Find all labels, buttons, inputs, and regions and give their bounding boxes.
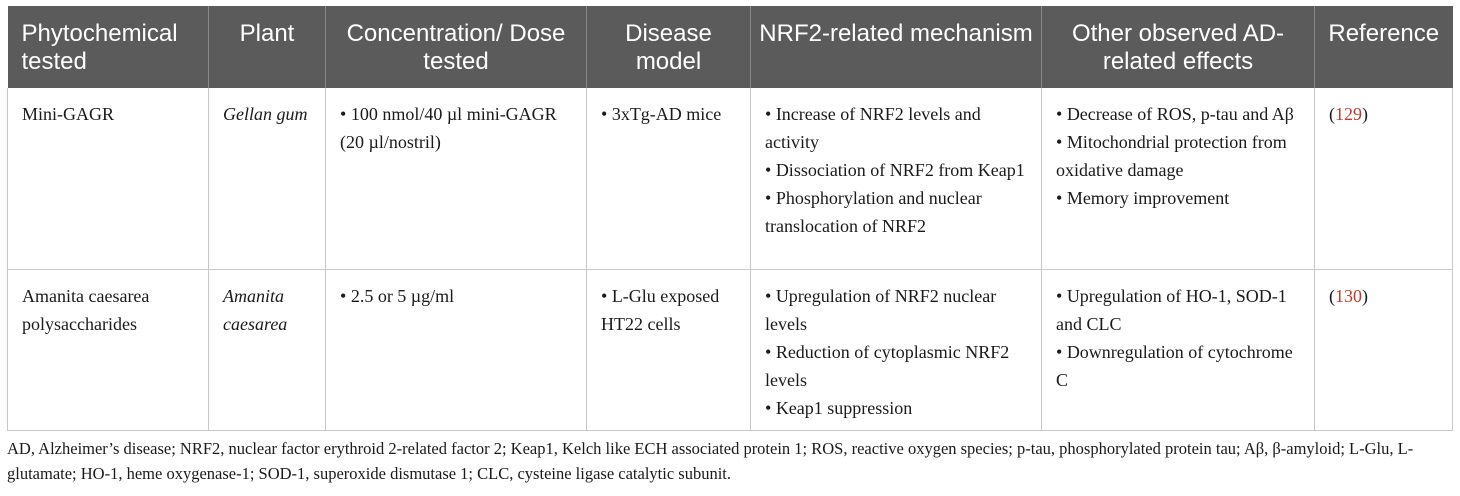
phytochemical-name: Amanita caesarea polysaccharides — [22, 285, 150, 334]
header-plant: Plant — [209, 6, 326, 88]
table-row — [8, 88, 1453, 269]
list-item: • Memory improvement — [1056, 184, 1300, 212]
reference-close: ) — [1362, 285, 1368, 306]
list-item: • Upregulation of HO-1, SOD-1 and CLC — [1056, 282, 1300, 338]
list-item: • Dissociation of NRF2 from Keap1 — [765, 156, 1027, 184]
table-header — [8, 6, 1453, 88]
cell-nrf2-mechanism — [751, 269, 1042, 430]
header-reference: Reference — [1315, 6, 1453, 88]
cell-phytochemical — [8, 269, 209, 430]
cell-reference — [1315, 88, 1453, 269]
reference-open: ( — [1329, 104, 1335, 124]
cell-other-effects — [1042, 88, 1315, 269]
table-footnote: AD, Alzheimer’s disease; NRF2, nuclear factor erythroid 2-related factor 2; Keap1, Kelch like ECH associated protein 1; ROS, reactive oxygen species; p-tau, phosphorylated protein tau; Aβ, β-amyloid; L-Glu, L-glutamate; HO-1, heme oxygenase-1; SOD-1, superoxide dismutase 1; CLC, cysteine ligase catalytic subunit. — [7, 439, 1414, 483]
plant-name: Gellan gum — [223, 104, 308, 124]
table-row — [8, 269, 1453, 430]
header-phytochemical: Phytochemical tested — [8, 6, 209, 88]
list-item: • Mitochondrial protection from oxidative damage — [1056, 128, 1300, 184]
list-item: • Downregulation of cytochrome C — [1056, 338, 1300, 394]
reference-link[interactable]: 130 — [1335, 285, 1362, 306]
cell-disease-model — [587, 269, 751, 430]
reference-link[interactable]: 129 — [1335, 104, 1362, 124]
header-concentration: Concentration/ Dose tested — [326, 6, 587, 88]
cell-disease-model — [587, 88, 751, 269]
cell-concentration — [326, 88, 587, 269]
table-body — [8, 88, 1453, 430]
header-disease-model: Disease model — [587, 6, 751, 88]
cell-concentration — [326, 269, 587, 430]
header-other-effects: Other observed AD-related effects — [1042, 6, 1315, 88]
list-item: • Keap1 suppression — [765, 394, 1027, 422]
list-item: • 2.5 or 5 µg/ml — [340, 282, 572, 310]
data-table-container — [7, 6, 1452, 431]
plant-name: Amanita caesarea — [223, 285, 288, 334]
list-item: • Phosphorylation and nuclear translocation of NRF2 — [765, 184, 1027, 240]
cell-other-effects — [1042, 269, 1315, 430]
cell-phytochemical — [8, 88, 209, 269]
list-item: • Increase of NRF2 levels and activity — [765, 100, 1027, 156]
reference-close: ) — [1362, 104, 1368, 124]
reference-open: ( — [1329, 285, 1335, 306]
list-item: • Reduction of cytoplasmic NRF2 levels — [765, 338, 1027, 394]
cell-plant — [209, 269, 326, 430]
list-item: • 3xTg-AD mice — [601, 100, 736, 128]
list-item: • 100 nmol/40 µl mini-GAGR (20 µl/nostril) — [340, 100, 572, 156]
cell-plant — [209, 88, 326, 269]
cell-nrf2-mechanism — [751, 88, 1042, 269]
list-item: • Decrease of ROS, p-tau and Aβ — [1056, 100, 1300, 128]
header-nrf2-mechanism: NRF2-related mechanism — [751, 6, 1042, 88]
list-item: • Upregulation of NRF2 nuclear levels — [765, 282, 1027, 338]
cell-reference — [1315, 269, 1453, 430]
list-item: • L-Glu exposed HT22 cells — [601, 282, 736, 338]
phytochemical-name: Mini-GAGR — [22, 104, 115, 124]
phytochemical-table — [7, 6, 1453, 431]
header-row — [8, 6, 1453, 88]
